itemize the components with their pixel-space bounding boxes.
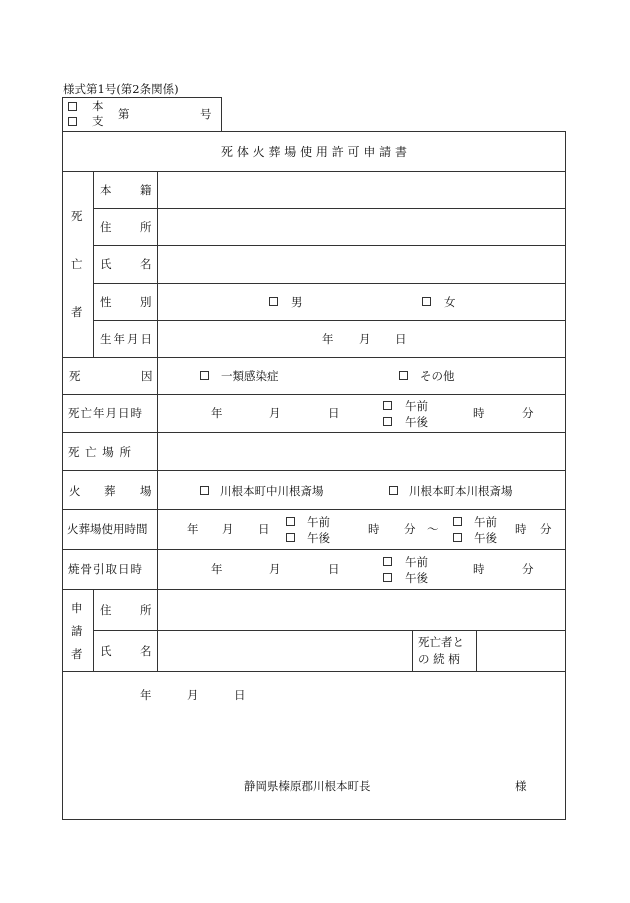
death-datetime-label: 死亡年月日時	[68, 406, 143, 420]
crematorium-opt2-label: 川根本町本川根斎場	[409, 484, 513, 498]
crematorium-label-1: 火	[69, 484, 81, 498]
deceased-label-2: 亡	[71, 257, 83, 271]
applicant-label-2: 請	[71, 624, 83, 638]
birth-hi: 日	[395, 332, 407, 346]
cause-opt1-label: 一類感染症	[221, 369, 279, 383]
bone-tsuki: 月	[269, 562, 281, 576]
applicant-address-field[interactable]	[160, 592, 562, 627]
dai-label: 第	[118, 107, 130, 121]
cause-label-2: 因	[141, 369, 153, 383]
death-place-label: 死 亡 場 所	[68, 445, 132, 459]
checkbox-death-am[interactable]	[383, 401, 392, 410]
relation-field[interactable]	[479, 633, 563, 668]
applicant-shimei-label-1: 氏	[100, 644, 112, 658]
checkbox-usage-am[interactable]	[286, 517, 295, 526]
usage-fun: 分	[404, 522, 416, 536]
usage-hi: 日	[258, 522, 270, 536]
checkbox-death-pm[interactable]	[383, 417, 392, 426]
checkbox-bone-pm[interactable]	[383, 573, 392, 582]
hon-label: 本	[92, 99, 104, 113]
usage-pm2-label: 午後	[474, 531, 497, 545]
birthdate-label: 生年月日	[100, 332, 154, 346]
usage-fun2: 分	[540, 522, 552, 536]
applicant-label-3: 者	[71, 647, 83, 661]
bone-nen: 年	[211, 562, 223, 576]
form-number: 様式第1号(第2条関係)	[63, 82, 179, 96]
female-label: 女	[444, 295, 456, 309]
death-place-field[interactable]	[160, 435, 562, 467]
footer-hi: 日	[234, 688, 246, 702]
deceased-label-3: 者	[71, 305, 83, 319]
checkbox-hon[interactable]	[68, 102, 77, 111]
usage-time-label: 火葬場使用時間	[67, 522, 148, 536]
footer-nen: 年	[140, 688, 152, 702]
applicant-jusho-label-1: 住	[100, 603, 112, 617]
checkbox-bone-am[interactable]	[383, 557, 392, 566]
applicant-label-1: 申	[71, 601, 83, 615]
relation-label-line2: の 続 柄	[418, 652, 460, 666]
go-label: 号	[200, 107, 212, 121]
deceased-shimei-label-1: 氏	[100, 257, 112, 271]
shi-label: 支	[92, 114, 104, 128]
bone-hi: 日	[328, 562, 340, 576]
death-tsuki: 月	[269, 406, 281, 420]
deceased-name-field[interactable]	[160, 248, 562, 279]
checkbox-female[interactable]	[422, 297, 431, 306]
crematorium-opt1-label: 川根本町中川根斎場	[220, 484, 324, 498]
deceased-label-1: 死	[71, 209, 83, 223]
checkbox-usage-pm[interactable]	[286, 533, 295, 542]
deceased-address-field[interactable]	[160, 211, 562, 242]
deceased-jusho-label-2: 所	[140, 220, 152, 234]
applicant-jusho-label-2: 所	[140, 603, 152, 617]
usage-am-label: 午前	[307, 515, 330, 529]
checkbox-shi[interactable]	[68, 117, 77, 126]
seibetsu-label-1: 性	[100, 295, 112, 309]
usage-am2-label: 午前	[474, 515, 497, 529]
bone-pm-label: 午後	[405, 571, 428, 585]
relation-label-line1: 死亡者と	[418, 635, 464, 649]
checkbox-cause-other[interactable]	[399, 371, 408, 380]
death-hi: 日	[328, 406, 340, 420]
receipt-number-box	[62, 97, 222, 132]
sama-label: 様	[515, 779, 527, 793]
crematorium-label-2: 葬	[104, 484, 116, 498]
honseki-label-1: 本	[100, 183, 112, 197]
birth-tsuki: 月	[359, 332, 371, 346]
death-fun: 分	[522, 406, 534, 420]
cause-opt2-label: その他	[420, 369, 455, 383]
deceased-shimei-label-2: 名	[140, 257, 152, 271]
checkbox-male[interactable]	[269, 297, 278, 306]
form-title: 死 体 火 葬 場 使 用 許 可 申 請 書	[221, 145, 407, 159]
footer-tsuki: 月	[187, 688, 199, 702]
death-pm-label: 午後	[405, 415, 428, 429]
bone-am-label: 午前	[405, 555, 428, 569]
usage-ji: 時	[368, 522, 380, 536]
applicant-name-field[interactable]	[160, 633, 409, 668]
bone-fun: 分	[522, 562, 534, 576]
usage-pm-label: 午後	[307, 531, 330, 545]
checkbox-usage-am2[interactable]	[453, 517, 462, 526]
male-label: 男	[291, 295, 303, 309]
bone-ji: 時	[473, 562, 485, 576]
checkbox-usage-pm2[interactable]	[453, 533, 462, 542]
death-am-label: 午前	[405, 399, 428, 413]
honseki-label-2: 籍	[140, 183, 152, 197]
cause-label-1: 死	[69, 369, 81, 383]
honseki-field[interactable]	[160, 174, 562, 205]
seibetsu-label-2: 別	[140, 295, 152, 309]
crematorium-label-3: 場	[140, 484, 152, 498]
usage-tsuki: 月	[222, 522, 234, 536]
usage-nen: 年	[187, 522, 199, 536]
deceased-jusho-label-1: 住	[100, 220, 112, 234]
applicant-shimei-label-2: 名	[140, 644, 152, 658]
checkbox-cause-infectious[interactable]	[200, 371, 209, 380]
usage-ji2: 時	[515, 522, 527, 536]
death-nen: 年	[211, 406, 223, 420]
usage-tilde: 〜	[427, 522, 439, 536]
death-ji: 時	[473, 406, 485, 420]
addressee: 静岡県榛原郡川根本町長	[244, 779, 371, 793]
checkbox-honkawane[interactable]	[389, 486, 398, 495]
birth-nen: 年	[322, 332, 334, 346]
bone-pickup-label: 焼骨引取日時	[68, 562, 143, 576]
checkbox-nakakawane[interactable]	[200, 486, 209, 495]
